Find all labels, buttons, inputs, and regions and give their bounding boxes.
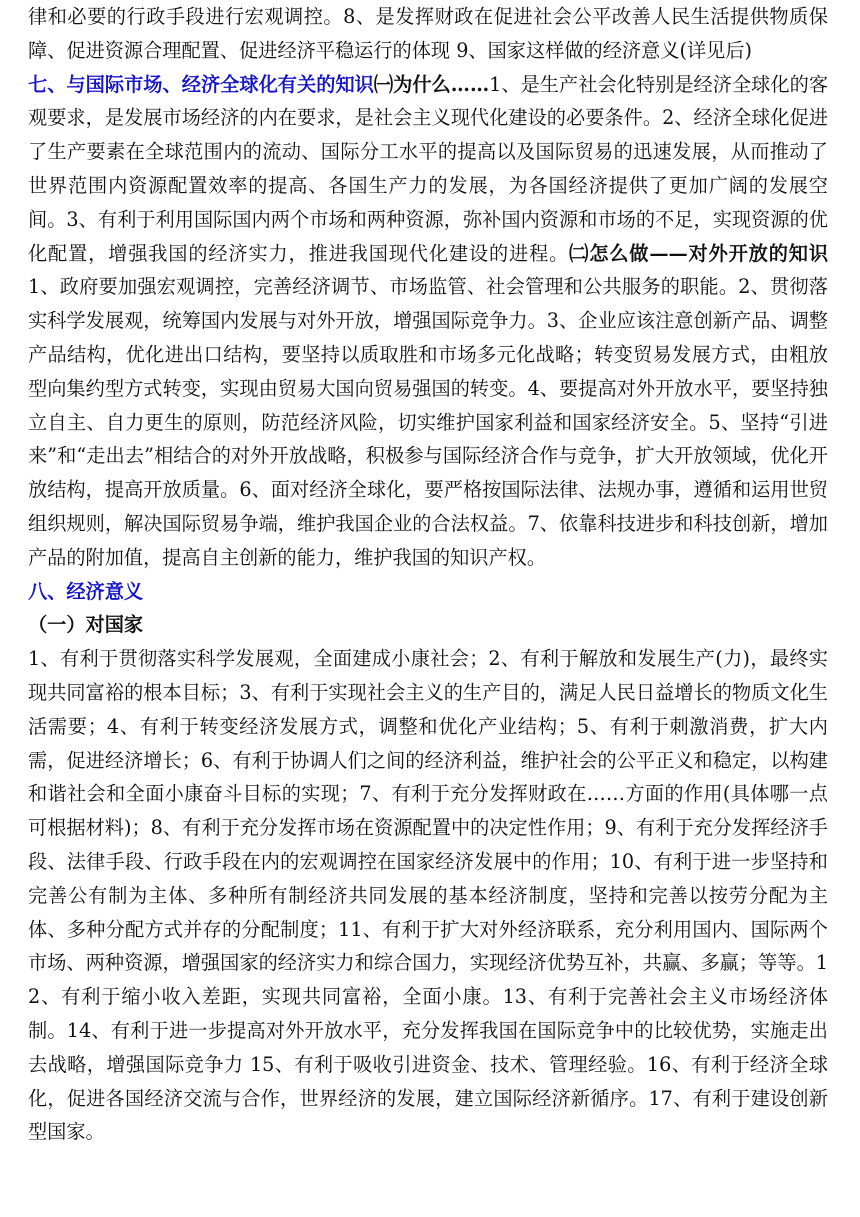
section8-text: 1、有利于贯彻落实科学发展观，全面建成小康社会；2、有利于解放和发展生产(力)，最终实现共同富裕的根本目标；3、有利于实现社会主义的生产目的，满足人民日益增长的物质文化生活需要；4、有利于转变经济发展方式，调整和优化产业结构；5、有利于刺激消费，扩大内需，促进经济增长；6、有利于协调人们之间的经济利益，维护社会的公平正义和稳定，以构建和谐社会和全面小康奋斗目标的实现；7、有利于充分发挥财政在……方面的作用(具体哪一点可根据材料)；8、有利于充分发挥市场在资源配置中的决定性作用；9、有利于充分发挥经济手段、法律手段、行政手段在内的宏观调控在国家经济发展中的作用；10、有利于进一步坚持和完善公有制为主体、多种所有制经济共同发展的基本经济制度，坚持和完善以按劳分配为主体、多种分配方式并存的分配制度；11、有利于扩大对外经济联系，充分利用国内、国际两个市场、两种资源，增强国家的经济实力和综合国力，实现经济优势互补，共赢、多赢；等等。12、有利于缩小收入差距，实现共同富裕，全面小康。13、有利于完善社会主义市场经济体制。14、有利于进一步提高对外开放水平，充分发挥我国在国际竞争中的比较优势，实施走出去战略，增强国际竞争力 15、有利于吸收引进资金、技术、管理经验。16、有利于经济全球化，促进各国经济交流与合作，世界经济的发展，建立国际经济新循序。17、有利于建设创新型国家。	[28, 647, 828, 1144]
section7-why-label: ㈠为什么……	[373, 72, 490, 96]
document-page	[28, 0, 828, 1149]
section7-how-label: ㈡怎么做——对外开放的知识	[569, 241, 829, 265]
section7-paragraph	[28, 68, 828, 575]
section7-how-text: 1、政府要加强宏观调控，完善经济调节、市场监管、社会管理和公共服务的职能。2、贯彻落实科学发展观，统筹国内发展与对外开放，增强国际竞争力。3、企业应该注意创新产品、调整产品结构，优化进出口结构，要坚持以质取胜和市场多元化战略；转变贸易发展方式，由粗放型向集约型方式转变，实现由贸易大国向贸易强国的转变。4、要提高对外开放水平，要坚持独立自主、自力更生的原则，防范经济风险，切实维护国家利益和国家经济安全。5、坚持“引进来”和“走出去”相结合的对外开放战略，积极参与国际经济合作与竞争，扩大开放领域，优化开放结构，提高开放质量。6、面对经济全球化，要严格按国际法律、法规办事，遵循和运用世贸组织规则，解决国际贸易争端，维护我国企业的合法权益。7、依靠科技进步和科技创新，增加产品的附加值，提高自主创新的能力，维护我国的知识产权。	[28, 275, 828, 569]
continuation-text: 律和必要的行政手段进行宏观调控。8、是发挥财政在促进社会公平改善人民生活提供物质保障、促进资源合理配置、促进经济平稳运行的体现 9、国家这样做的经济意义(详见后)	[28, 5, 828, 62]
continuation-paragraph	[28, 0, 828, 68]
section7-why-text: 1、是生产社会化特别是经济全球化的客观要求，是发展市场经济的内在要求，是社会主义现代化建设的必要条件。2、经济全球化促进了生产要素在全球范围内的流动、国际分工水平的提高以及国际贸易的迅速发展，从而推动了世界范围内资源配置效率的提高、各国生产力的发展，为各国经济提供了更加广阔的发展空间。3、有利于利用国际国内两个市场和两种资源，弥补国内资源和市场的不足，实现资源的优化配置，增强我国的经济实力，推进我国现代化建设的进程。	[28, 72, 829, 265]
section8-heading: 八、经济意义	[28, 579, 144, 603]
section8-paragraph	[28, 642, 828, 1149]
section7-heading: 七、与国际市场、经济全球化有关的知识	[28, 72, 374, 96]
section8-subheading: （一）对国家	[28, 613, 144, 637]
section8-heading-line	[28, 575, 828, 609]
section8-subheading-line	[28, 608, 828, 642]
